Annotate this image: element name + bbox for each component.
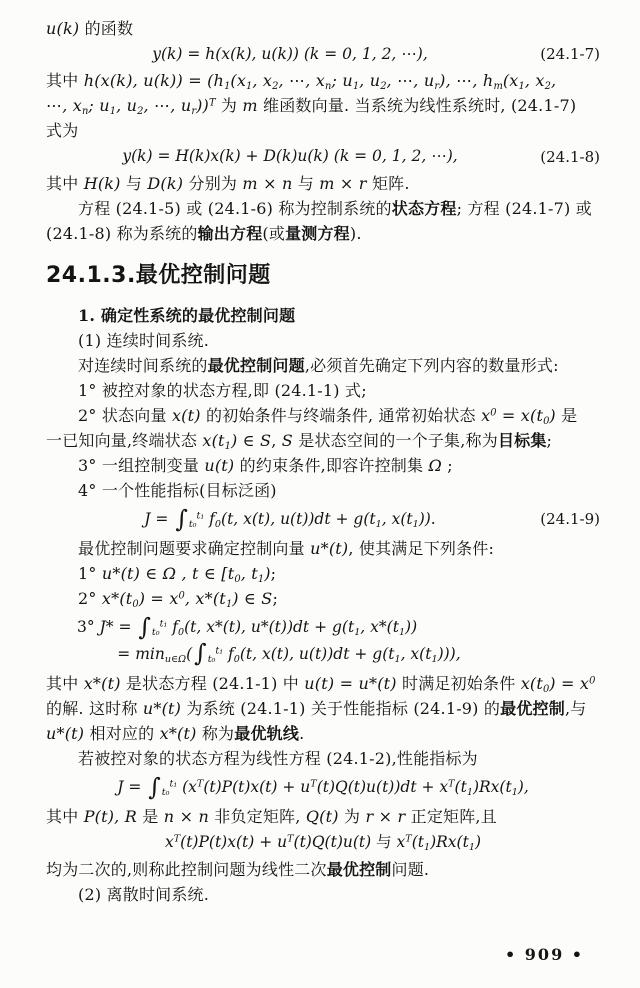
condition-item: 1° u*(t) ∈ Ω , t ∈ [$t_0$, $t_1$); [78, 564, 277, 586]
list-item: 1° 被控对象的状态方程,即 (24.1-1) 式; [78, 380, 367, 400]
text-line: 最优控制问题要求确定控制向量 u*(t), 使其满足下列条件: [78, 539, 495, 559]
equation-24-1-7: y(k) = h(x(k), u(k)) (k = 0, 1, 2, ⋯), [152, 45, 428, 63]
equation-24-1-9: $J = \int_{t_0}^{t_1}$ $f_0(t$, x(t), $u(t))dt + g(t_1$, $x(t_1)$). [144, 504, 436, 533]
text-line: 的解. 这时称 u*(t) 为系统 (24.1-1) 关于性能指标 (24.1-9) 的最优控制,与 [46, 698, 587, 718]
equation-min: = $\min_{u\in\Omega}(\int_{t_0}^{t_1}$ $f_0(t$, x(t), $u(t))dt + g(t_1$, $x(t_1)$)), [117, 639, 461, 668]
equation-row [46, 772, 600, 801]
list-item: 3° 一组控制变量 u(t) 的约束条件,即容许控制集 Ω ; [78, 455, 453, 475]
equation-row [46, 613, 600, 641]
equation-row [46, 639, 600, 668]
equation-row [46, 833, 600, 852]
list-item: 2° 状态向量 x(t) 的初始条件与终端条件, 通常初始状态 $x^0 = x(t_0)$ 是 [78, 405, 578, 427]
text-line: (24.1-8) 称为系统的输出方程(或量测方程). [46, 223, 362, 243]
equation-quadratic-terms: $x^T(t)P(t)x(t) + u^T(t)Q(t)u(t)$ 与 $x^T(t_1)Rx(t_1)$ [164, 833, 482, 854]
text-line: 均为二次的,则称此控制问题为线性二次最优控制问题. [46, 859, 430, 879]
text-line: u(k) 的函数 [46, 19, 134, 38]
list-item: (1) 连续时间系统. [78, 330, 210, 350]
text-line: 式为 [46, 121, 79, 141]
equation-number: (24.1-9) [540, 510, 600, 529]
equation-row [46, 147, 600, 166]
text-line: 其中 x*(t) 是状态方程 (24.1-1) 中 u(t) = u*(t) 时满足初始条件 $x(t_0) = x^0$ [46, 673, 596, 695]
text-line: 一已知向量,终端状态 $x(t_1)$ ∈ S, S 是状态空间的一个子集,称为目标集; [46, 430, 553, 452]
list-item: (2) 离散时间系统. [78, 884, 210, 904]
equation-quadratic-cost: $J = \int_{t_0}^{t_1}$ $(x^T(t)P(t)x(t) + u^T(t)Q(t)u(t))dt + x^T(t_1)Rx(t_1)$, [117, 772, 529, 801]
equation-24-1-8: y(k) = H(k)x(k) + D(k)u(k) (k = 0, 1, 2, ⋯), [122, 147, 458, 166]
equation-j-star: 3° $J* = \int_{t_0}^{t_1}$ $f_0(t$, x*(t), $u*(t))dt + g(t_1$, $x*(t_1)$) [77, 613, 418, 641]
section-heading: 24.1.3.最优控制问题 [46, 262, 271, 288]
subsection-title: 1. 确定性系统的最优控制问题 [78, 305, 296, 325]
equation-number: (24.1-7) [540, 45, 600, 64]
equation-number: (24.1-8) [540, 147, 600, 166]
text-line: 对连续时间系统的最优控制问题,必须首先确定下列内容的数量形式: [78, 355, 559, 375]
text-line: ⋯, $x_n$; $u_1$, $u_2$, ⋯, $u_r))^T$ 为 m 维函数向量. 当系统为线性系统时, (24.1-7) [46, 96, 577, 118]
text-line: u*(t) 相对应的 x*(t) 称为最优轨线. [46, 723, 305, 743]
equation-row [46, 504, 600, 533]
list-item: 4° 一个性能指标(目标泛函) [78, 480, 277, 500]
condition-item: 2° $x*(t_0) = x^0$, $x*(t_1)$ ∈ S; [78, 589, 279, 611]
equation-row [46, 45, 600, 64]
page-number: • 909 • [505, 945, 584, 964]
text-line: 其中 H(k) 与 D(k) 分别为 m × n 与 m × r 矩阵. [46, 173, 410, 193]
text-line: 方程 (24.1-5) 或 (24.1-6) 称为控制系统的状态方程; 方程 (24.1-7) 或 [78, 198, 592, 218]
text-line: 若被控对象的状态方程为线性方程 (24.1-2),性能指标为 [78, 748, 478, 768]
text-line: 其中 P(t), R 是 n × n 非负定矩阵, Q(t) 为 r × r 正定矩阵,且 [46, 807, 497, 827]
text-line: 其中 h(x(k), $u(k)) = (h_1(x_1$, $x_2$, ⋯, $x_n$; $u_1$, $u_2$, ⋯, $u_r$), ⋯, $h_m(x_1$, $x_2$, [46, 71, 557, 93]
